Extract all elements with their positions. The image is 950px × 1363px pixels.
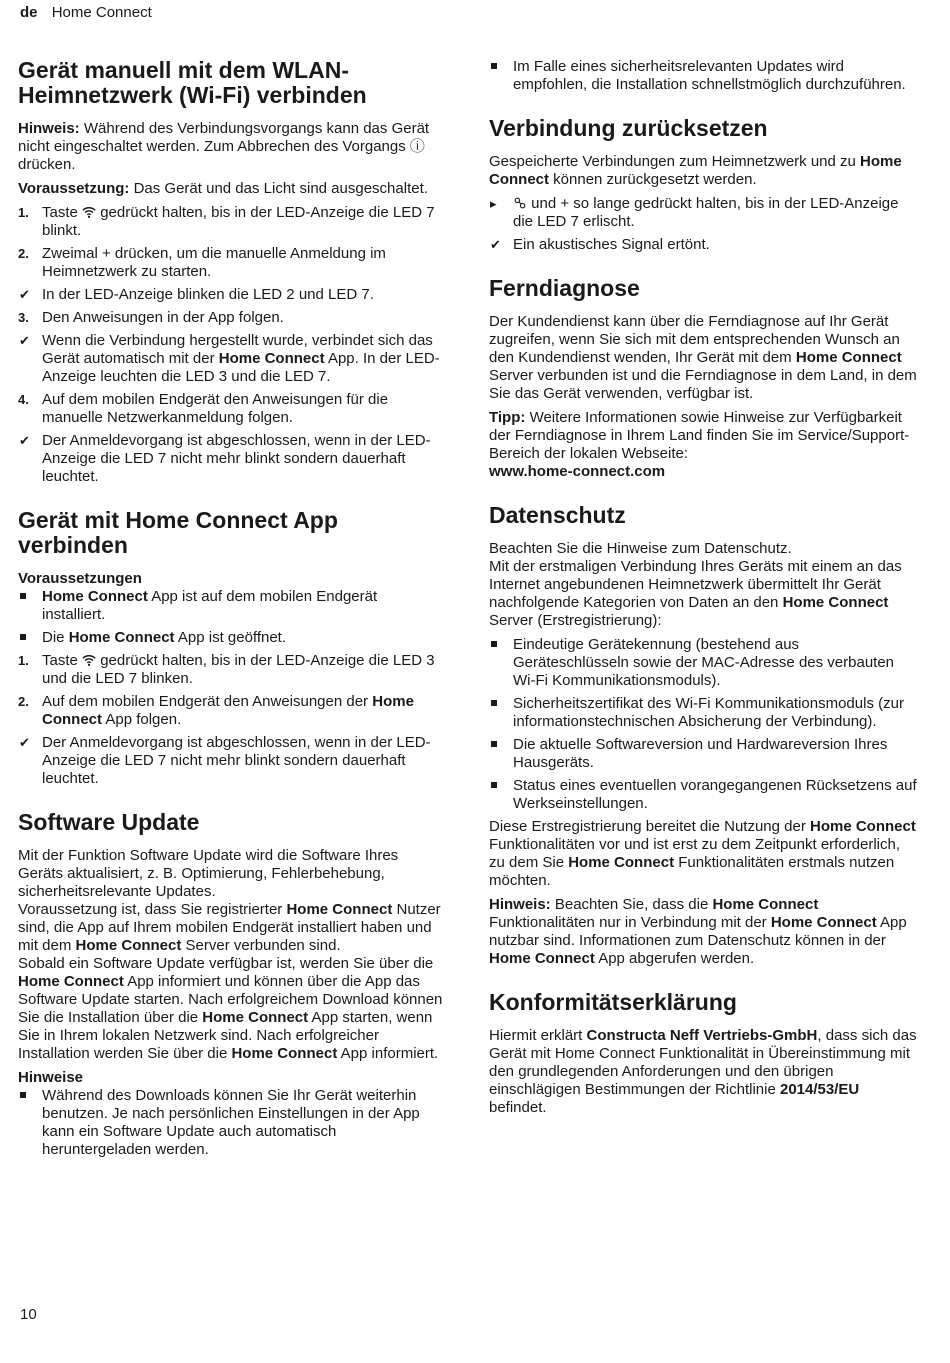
check-icon: ✔: [19, 287, 30, 302]
paragraph: Voraussetzung ist, dass Sie registrierter Home Connect Nutzer sind, die App auf Ihrem mobilen Endgerät installiert haben und mit dem Home Connect Server verbunden sind.: [18, 901, 441, 954]
section-title: Software Update: [18, 809, 200, 835]
result: ✔ Der Anmeldevorgang ist abgeschlossen, wenn in der LED-Anzeige die LED 7 nicht mehr blinkt sondern dauerhaft leuchtet.: [19, 734, 431, 787]
section-software-update-continued: [489, 58, 917, 94]
section-title: Verbindung zurücksetzen: [489, 115, 768, 141]
section-title: Datenschutz: [489, 502, 626, 528]
result: ✔ Ein akustisches Signal ertönt.: [490, 236, 710, 253]
language-code: de: [20, 4, 38, 21]
note: Hinweis: Während des Verbindungsvorgangs kann das Gerät nicht eingeschaltet werden. Zum Abbrechen des Vorgangs ⓘ drücken.: [18, 120, 430, 173]
website-link[interactable]: www.home-connect.com: [489, 463, 666, 480]
step: 1. Taste gedrückt halten, bis in der LED-Anzeige die LED 3 und die LED 7 blinken.: [18, 652, 435, 687]
list-item: Home Connect App ist auf dem mobilen Endgerät installiert.: [18, 588, 443, 624]
check-icon: ✔: [19, 433, 30, 448]
step: 4. Auf dem mobilen Endgerät den Anweisungen für die manuelle Netzwerkanmeldung folgen.: [18, 391, 389, 426]
list-item: Die Home Connect App ist geöffnet.: [18, 629, 443, 647]
subheading: Hinweise: [18, 1069, 84, 1086]
section-title: Konformitätserklärung: [489, 989, 737, 1015]
tip: Tipp: Weitere Informationen sowie Hinweise zur Verfügbarkeit der Ferndiagnose in Ihrem Land finden Sie im Service/Support-Bereich der lokalen Webseite: www.home-connect.com: [489, 409, 910, 480]
paragraph: Sobald ein Software Update verfügbar ist, werden Sie über die Home Connect App informiert und können über die App das Software Update starten. Nach erfolgreichem Download können Sie die Installation über die Home Connect App starten, wenn Sie in Ihrem lokalen Netzwerk sind. Nach erfolgreicher Installation werden Sie über die Home Connect App informiert.: [18, 955, 443, 1062]
page-header: [20, 4, 152, 22]
section-privacy: [489, 503, 917, 968]
section-title: Gerät mit Home Connect App verbinden: [18, 507, 338, 558]
note: Hinweis: Beachten Sie, dass die Home Connect Funktionalitäten nur in Verbindung mit der Home Connect App nutzbar sind. Informationen zum Datenschutz können in der Home Connect App abgerufen werden.: [489, 896, 907, 967]
list-item: Eindeutige Gerätekennung (bestehend aus Geräteschlüsseln sowie der MAC-Adresse des verbauten Wi-Fi Kommunikationsmoduls).: [489, 636, 917, 690]
result: ✔ Wenn die Verbindung hergestellt wurde, verbindet sich das Gerät automatisch mit der Home Connect App. In der LED-Anzeige leuchten die LED 3 und die LED 7.: [19, 332, 440, 385]
section-title: Ferndiagnose: [489, 275, 640, 301]
section-conformity: [489, 990, 917, 1117]
check-icon: ✔: [490, 237, 501, 252]
page-number: 10: [20, 1306, 37, 1323]
left-column: [18, 58, 443, 1181]
remote-start-icon: [513, 196, 527, 210]
list-item: Sicherheitszertifikat des Wi-Fi Kommunikationsmoduls (zur informationstechnischen Absicherung der Verbindung).: [489, 695, 917, 731]
subheading: Voraussetzungen: [18, 570, 142, 587]
section-app: [18, 508, 443, 788]
step: 2. Zweimal + drücken, um die manuelle Anmeldung im Heimnetzwerk zu starten.: [18, 245, 386, 280]
section-wlan: [18, 58, 443, 486]
list-item: Während des Downloads können Sie Ihr Gerät weiterhin benutzen. Je nach persönlichen Einstellungen in der App kann ein Software Update auch automatisch heruntergeladen werden.: [18, 1087, 443, 1159]
paragraph: Gespeicherte Verbindungen zum Heimnetzwerk und zu Home Connect können zurückgesetzt werden.: [489, 153, 902, 188]
paragraph: Mit der erstmaligen Verbindung Ihres Geräts mit einem an das Internet angebundenen Heimnetzwerk übermittelt Ihr Gerät nachfolgende Kategorien von Daten an den Home Connect Server (Erstregistrierung):: [489, 558, 902, 629]
paragraph: Hiermit erklärt Constructa Neff Vertriebs-GmbH, dass sich das Gerät mit Home Connect Funktionalität in Übereinstimmung mit den grundlegenden Anforderungen und den übrigen einschlägigen Bestimmungen der Richtlinie 2014/53/EU befindet.: [489, 1027, 917, 1116]
section-title: Gerät manuell mit dem WLAN-Heimnetzwerk (Wi-Fi) verbinden: [18, 57, 367, 108]
result: ✔ In der LED-Anzeige blinken die LED 2 und LED 7.: [19, 286, 374, 303]
paragraph: Mit der Funktion Software Update wird die Software Ihres Geräts aktualisiert, z. B. Optimierung, Fehlerbehebung, sicherheitsrelevante Updates.: [18, 847, 399, 900]
list-item: Im Falle eines sicherheitsrelevanten Updates wird empfohlen, die Installation schnellstmöglich durchzuführen.: [489, 58, 917, 94]
requirement: Voraussetzung: Das Gerät und das Licht sind ausgeschaltet.: [18, 180, 428, 197]
section-software-update: [18, 810, 443, 1159]
list-item: Status eines eventuellen vorangegangenen Rücksetzens auf Werkseinstellungen.: [489, 777, 917, 813]
right-column: [489, 58, 917, 1139]
wifi-icon: [82, 205, 96, 219]
wifi-icon: [82, 653, 96, 667]
instruction: ▸ und + so lange gedrückt halten, bis in der LED-Anzeige die LED 7 erlischt.: [490, 195, 899, 230]
paragraph: Diese Erstregistrierung bereitet die Nutzung der Home Connect Funktionalitäten vor und ist erst zu dem Zeitpunkt erforderlich, zu dem Sie Home Connect Funktionalitäten erstmals nutzen möchten.: [489, 818, 916, 889]
paragraph: Beachten Sie die Hinweise zum Datenschutz.: [489, 540, 792, 557]
check-icon: ✔: [19, 333, 30, 348]
section-remote-diagnosis: [489, 276, 917, 481]
arrow-icon: ▸: [490, 196, 497, 211]
check-icon: ✔: [19, 735, 30, 750]
step: 1. Taste gedrückt halten, bis in der LED-Anzeige die LED 7 blinkt.: [18, 204, 435, 239]
section-reset: [489, 116, 917, 254]
result: ✔ Der Anmeldevorgang ist abgeschlossen, wenn in der LED-Anzeige die LED 7 nicht mehr blinkt sondern dauerhaft leuchtet.: [19, 432, 431, 485]
header-title: Home Connect: [51, 4, 152, 21]
paragraph: Der Kundendienst kann über die Ferndiagnose auf Ihr Gerät zugreifen, wenn Sie sich mit dem entsprechenden Wunsch an den Kundendienst wenden, Ihr Gerät mit dem Home Connect Server verbunden ist und die Ferndiagnose in dem Land, in dem Sie das Gerät verwenden, verfügbar ist.: [489, 313, 917, 402]
list-item: Die aktuelle Softwareversion und Hardwareversion Ihres Hausgeräts.: [489, 736, 917, 772]
step: 3. Den Anweisungen in der App folgen.: [18, 309, 284, 326]
step: 2. Auf dem mobilen Endgerät den Anweisungen der Home Connect App folgen.: [18, 693, 414, 728]
